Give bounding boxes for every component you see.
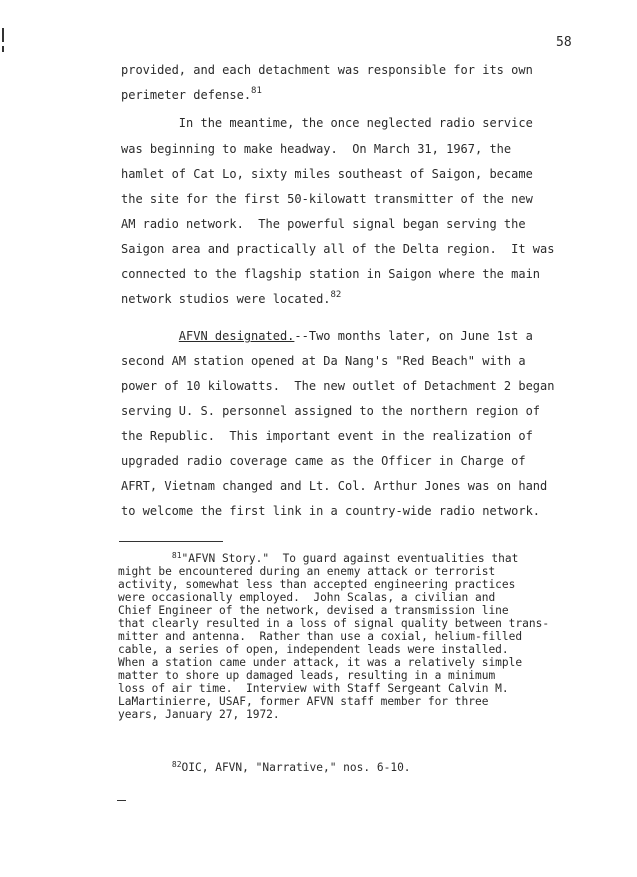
scan-edge-mark <box>2 28 4 42</box>
body-line: upgraded radio coverage came as the Officer in Charge of <box>121 454 526 468</box>
footnote-line: mitter and antenna. Rather than use a coxial, helium-filled <box>118 630 523 643</box>
body-line: connected to the flagship station in Saigon where the main <box>121 267 541 281</box>
body-line: to welcome the first link in a country-wide radio network. <box>121 504 541 518</box>
footnote-ref: 82 <box>330 290 342 300</box>
section-heading: AFVN designated. <box>178 329 295 343</box>
footnote-line: $^{81}$"AFVN Story." To guard against eventualities that <box>171 551 519 565</box>
body-line: AFRT, Vietnam changed and Lt. Col. Arthur Jones was on hand <box>121 479 548 493</box>
footnote-line: matter to shore up damaged leads, resulting in a minimum <box>118 669 496 682</box>
scan-mark <box>117 800 126 801</box>
body-line: In the meantime, the once neglected radio service <box>178 116 533 130</box>
footnote-line: that clearly resulted in a loss of signal quality between trans- <box>118 617 550 630</box>
footnote-number: 81 <box>171 551 182 560</box>
page-number: 58 <box>556 35 572 50</box>
body-line: was beginning to make headway. On March 31, 1967, the <box>121 142 512 156</box>
body-line: provided, and each detachment was responsible for its own <box>121 63 533 77</box>
footnote-line: years, January 27, 1972. <box>118 708 280 721</box>
body-line: the site for the first 50-kilowatt transmitter of the new <box>121 192 533 206</box>
body-line: serving U. S. personnel assigned to the northern region of <box>121 404 541 418</box>
body-line: Saigon area and practically all of the Delta region. It was <box>121 242 555 256</box>
footnote-line: When a station came under attack, it was a relatively simple <box>118 656 523 669</box>
footnote-ref: 81 <box>251 86 262 96</box>
footnote-line: LaMartinierre, USAF, former AFVN staff member for three <box>118 695 489 708</box>
body-line: AFVN designated.--Two months later, on June 1st a <box>178 329 533 343</box>
body-line: AM radio network. The powerful signal began serving the <box>121 217 526 231</box>
footnote-line: were occasionally employed. John Scalas, a civilian and <box>118 591 496 604</box>
body-line: network studios were located.$^{82}$ <box>121 290 342 306</box>
footnote-line: loss of air time. Interview with Staff Sergeant Calvin M. <box>118 682 509 695</box>
footnote-line: $^{82}$OIC, AFVN, "Narrative," nos. 6-10. <box>171 760 411 774</box>
footnote-line: activity, somewhat less than accepted engineering practices <box>118 578 516 591</box>
body-line: power of 10 kilowatts. The new outlet of Detachment 2 began <box>121 379 555 393</box>
footnote-line: Chief Engineer of the network, devised a transmission line <box>118 604 509 617</box>
footnote-number: 82 <box>171 760 182 769</box>
body-line: hamlet of Cat Lo, sixty miles southeast of Saigon, became <box>121 167 533 181</box>
body-line: the Republic. This important event in the realization of <box>121 429 533 443</box>
scan-edge-mark <box>2 46 4 52</box>
footnote-line: might be encountered during an enemy attack or terrorist <box>118 565 496 578</box>
body-line: perimeter defense.$^{81}$ <box>121 86 262 102</box>
footnote-separator <box>119 541 223 542</box>
footnote-line: cable, a series of open, independent leads were installed. <box>118 643 509 656</box>
body-line: second AM station opened at Da Nang's "Red Beach" with a <box>121 354 526 368</box>
